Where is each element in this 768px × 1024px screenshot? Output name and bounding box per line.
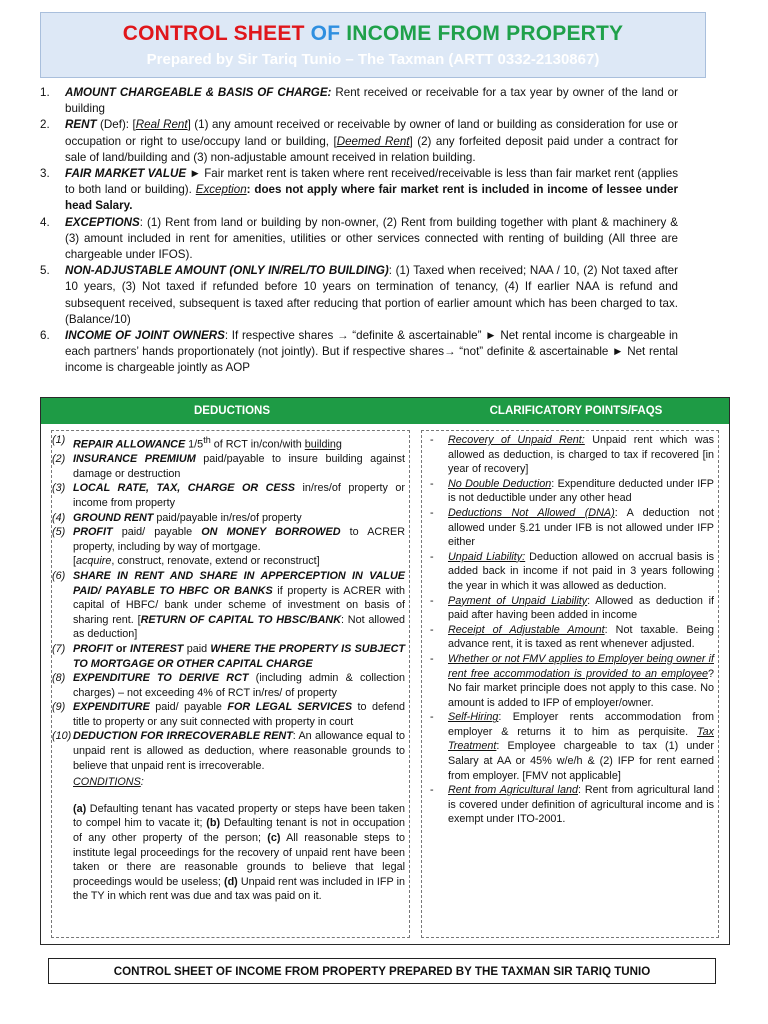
faq-item: - No Double Deduction: Expenditure deducted under IFP is not deductible under any other head [430,477,714,505]
conditions-title: CONDITIONS [73,776,141,789]
deduction-item: (5) PROFIT paid/ payable ON MONEY BORROWED to ACRER property, including by way of mortgage. [acquire, construct, renovate, extend or reconstruct] [52,526,405,568]
header-faqs: CLARIFICATORY POINTS/FAQS [489,405,663,417]
conditions-text: (a) Defaulting tenant has vacated property or steps have been taken to compel him to vacate it; (b) Defaulting tenant is not in occupation of any other property of the person; (c) All reasonable steps to institute legal proceedings for the recovery of unpaid rent have been taken or there are reasonable grounds to believe that legal proceedings would be useless; (d) Unpaid rent was included in IFP in the TY in which rent was due and tax was paid on it. [73,802,406,903]
faq-item: - Self-Hiring: Employer rents accommodation from employer & returns it to him as perquisite. Tax Treatment: Employee chargeable to tax (1) under Salary at AA or 45% w/e/h & (2) IFP for rent earned from employer. [FMV not applicable] [430,711,714,782]
deduction-item: (4) GROUND RENT paid/payable in/res/of property [52,511,302,524]
header-deductions: DEDUCTIONS [193,405,271,417]
point-6: 6. INCOME OF JOINT OWNERS: If respective shares → “definite & ascertainable” ► Net rental income is chargeable in each partners’ hands proportionately (not jointly). But if respective shares→ “not” definite & ascertainable ► Net rental income is chargeable jointly as AOP [40,329,679,375]
faq-item: - Rent from Agricultural land: Rent from agricultural land is covered under definition of agricultural income and is exempt under ITO-2001. [430,784,714,826]
point-4: 4. EXCEPTIONS: (1) Rent from land or building by non-owner, (2) Rent from building together with plant & machinery & (3) amount included in rent for amenities, utilities or other services connected with renting of building (All three are chargeable under IFOS). [40,215,678,262]
faq-item: - Recovery of Unpaid Rent: Unpaid rent which was allowed as deduction, is charged to tax if recovered [in year of recovery] [430,434,714,476]
faqs-list [422,433,714,827]
deduction-item: (1) REPAIR ALLOWANCE 1/5th of RCT in/con/with building [52,434,342,451]
deduction-item: (8) EXPENDITURE TO DERIVE RCT (including admin & collection charges) – not exceeding 4% of RCT in/res/ of property [52,672,405,699]
point-2: 2. RENT (Def): [Real Rent] (1) any amount received or receivable by owner of land or building as consideration for use or occupation or right to use/occupy land or building, [Deemed Rent] (2) any forfeited deposit paid under a contract for sale of land/building and (3) non-adjustable amount received in relation building. [40,118,678,164]
faq-item: - Whether or not FMV applies to Employer being owner if rent free accommodation is provided to an employee? No fair market principle does not apply to this case. No amount is added to IFP of employer/owner. [430,652,714,709]
deduction-item: (3) LOCAL RATE, TAX, CHARGE OR CESS in/res/of property or income from property [52,482,405,509]
conditions-block: CONDITIONS: (a) Defaulting tenant has vacated property or steps have been taken to compel him to vacate it; (b) Defaulting tenant is not in occupation of any other property of the person; (c) All reasonable steps to institute legal proceedings for the recovery of unpaid rent have been taken or there are reasonable grounds to believe that legal proceedings would be useless; (d) Unpaid rent was included in IFP in the TY in which rent was due and tax was paid on it. [73,776,406,903]
point-5: 5. NON-ADJUSTABLE AMOUNT (ONLY IN/REL/TO BUILDING): (1) Taxed when received; NAA / 10, (2) Not taxed after 10 years, (3) Not taxed if refunded before 10 years on termination of tenancy, (4) If earlier NAA is refund and subsequent received, subsequent is taxed after reducing that portion of earlier amount which has been charged to tax. (Balance/10) [40,264,678,326]
deduction-item: (7) PROFIT or INTEREST paid WHERE THE PROPERTY IS SUBJECT TO MORTGAGE OR OTHER CAPITAL CHARGE [52,642,405,670]
faq-item: - Payment of Unpaid Liability: Allowed as deduction if paid after having been added in income [430,594,715,622]
deductions-table [40,397,730,945]
deductions-column [51,430,410,938]
key-points-list [40,85,678,377]
footer-caption: CONTROL SHEET OF INCOME FROM PROPERTY PREPARED BY THE TAXMAN SIR TARIQ TUNIO [48,958,716,984]
faq-item: - Deductions Not Allowed (DNA): A deduction not allowed under §.21 under IFB is not allowed under IFP either [430,506,714,549]
table-header [41,398,729,424]
deduction-item: (6) SHARE IN RENT AND SHARE IN APPERCEPTION IN VALUE PAID/ PAYABLE TO HBFC OR BANKS if property is ACRER with capital of HBFC/ bank under scheme of investment on basis of sharing rent. [RETURN OF CAPITAL TO HBSC/BANK: Not allowed as deduction] [52,569,406,641]
page-subtitle: Prepared by Sir Tariq Tunio – The Taxman (ARTT 0332-2130867) [146,51,600,68]
faq-item: - Receipt of Adjustable Amount: Not taxable. Being advance rent, it is taxed as rent whenever adjusted. [430,623,714,651]
title-banner [40,12,706,78]
page-title: CONTROL SHEET OF INCOME FROM PROPERTY [122,22,624,45]
faqs-column [421,430,719,938]
deduction-item: (2) INSURANCE PREMIUM paid/payable to insure building against damage or destruction [52,453,405,480]
faq-item: - Unpaid Liability: Deduction allowed on accrual basis is added back in income if not paid in 3 years following the year in which it was allowed as deduction. [430,550,714,592]
point-3: 3. FAIR MARKET VALUE ► Fair market rent is taken where rent received/receivable is less than fair market rent (applies to both land or building). Exception: does not apply where fair market rent is included in income of lessee under head Salary. [40,167,678,213]
deduction-item: (10) DEDUCTION FOR IRRECOVERABLE RENT: An allowance equal to unpaid rent is allowed as deduction, where reasonable grounds to believe that unpaid rent is irrecoverable. [52,730,405,772]
deductions-list [52,433,405,773]
deduction-item: (9) EXPENDITURE paid/ payable FOR LEGAL SERVICES to defend title to property or any suit connected with property in court [52,701,406,728]
point-1: 1. AMOUNT CHARGEABLE & BASIS OF CHARGE: Rent received or receivable for a tax year by owner of the land or building [40,86,678,116]
